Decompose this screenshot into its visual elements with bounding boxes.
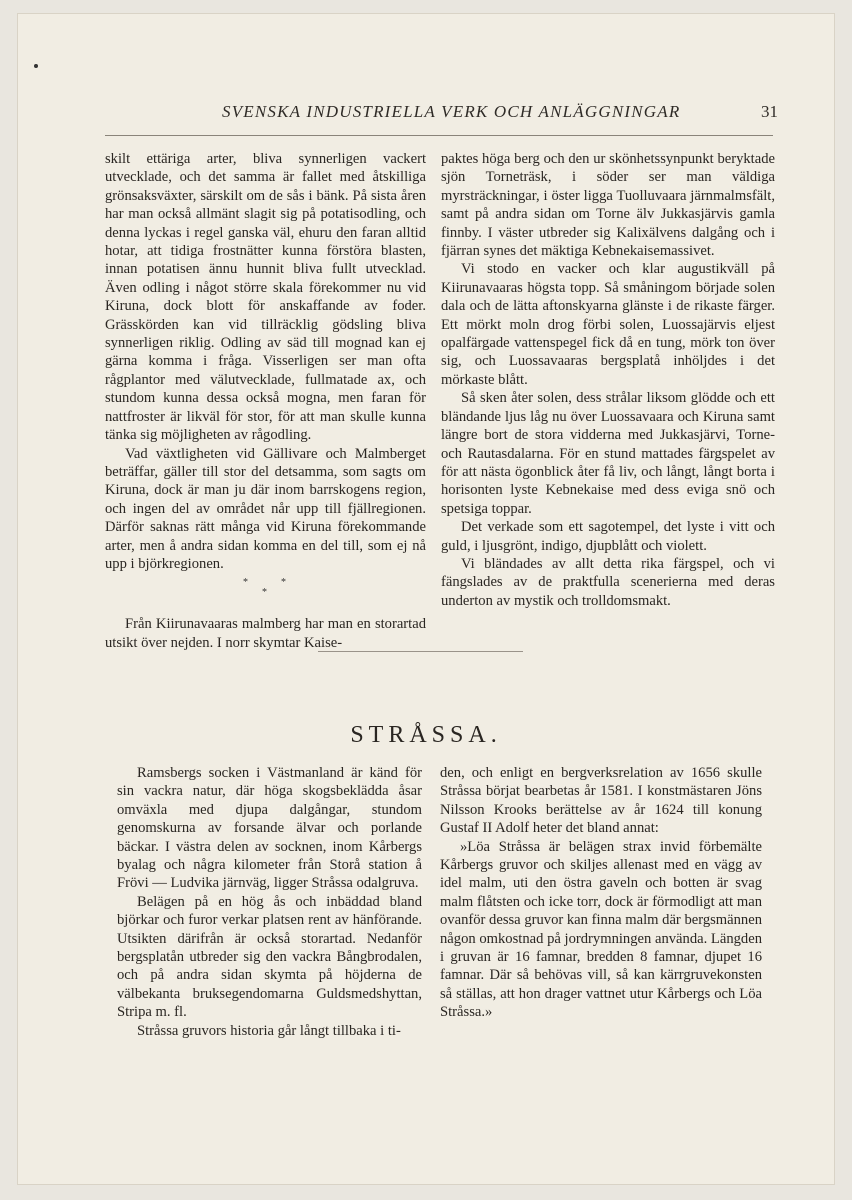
ink-dot <box>34 64 38 68</box>
column-right-top <box>441 150 775 610</box>
header-title: SVENSKA INDUSTRIELLA VERK OCH ANLÄGGNINGAR <box>222 102 681 121</box>
column-left-bottom <box>117 764 422 1040</box>
paragraph: Från Kiirunavaaras malmberg har man en storartad utsikt över nejden. I norr skymtar Kaise- <box>105 616 426 651</box>
column-right-bottom <box>440 764 762 1022</box>
paragraph: Vi bländades av allt detta rika färgspel, och vi fängslades av de praktfulla scenerierna med deras underton av mystik och trolldomsmakt. <box>441 555 775 609</box>
asterisk: * <box>281 577 286 589</box>
paragraph: Det verkade som ett sagotempel, det lyste i vitt och guld, i ljusgrönt, indigo, djupblått och violett. <box>441 519 775 554</box>
paragraph: Belägen på en hög ås och inbäddad bland björkar och furor verkar platsen rent av hänförande. Utsikten därifrån är också storartad. Nedanför bergsplatån utbreder sig den vackra Bångbrodalen, och på andra sidan skymta på höjderna de välbekanta bruksegendomarna Guldsmedshyttan, Stripa m. fl. <box>117 893 422 1021</box>
asterism <box>105 577 426 601</box>
paragraph: Stråssa gruvors historia går långt tillbaka i ti- <box>137 1022 401 1039</box>
paragraph: Ramsbergs socken i Västmanland är känd för sin vackra natur, där höga skogsbeklädda åsar omväxla med djupa dalgångar, stundom genomskurna av forsande älvar och porlande bäckar. I västra delen av socknen, inom Kårbergs byalag och några kilometer från Storå station å Frövi — Ludvika järnväg, ligger Stråssa odalgruva. <box>117 765 422 892</box>
paragraph: paktes höga berg och den ur skönhetssynpunkt beryktade sjön Torneträsk, i söder ser man väldiga myrsträckningar, i öster ligga Tuolluvaara järnmalmsfält, samt på andra sidan om Torne älv Jukkasjärvis gamla finnby. I väster utbreder sig Kalixälvens dalgång och i fjärran synes det mäktiga Kebnekaisemassivet. <box>441 151 775 260</box>
asterisk: * <box>243 577 248 589</box>
section-divider <box>318 651 523 652</box>
asterisk: * <box>262 587 267 599</box>
paragraph: Så sken åter solen, dess strålar liksom glödde och ett bländande ljus låg nu över Luossavaara och Kiruna samt längre bort de stora vidderna med Jukkasjärvi, Torne- och Rautasdalarna. För en stund mattades färgspelet av för att nästa ögonblick åter få liv, och långt, långt borta i horisonten lyste Kebnekaise med dess eviga snö och spetsiga toppar. <box>441 390 775 517</box>
quotation: »Löa Stråssa är belägen strax invid förbemälte Kårbergs gruvor och skiljes allenast med en vägg av idel malm, uti den östra gaveln och botten är svag malm flåtsten och icke torr, dock är förmodligt att man ovanför dessa gruvor kan finna malm där bergsmännen någon omkostnad på jordrymningen använda. Längden i gruvan är 16 famnar, bredden 8 famnar, djupet 16 famnar. Där så behövas vill, så kan kärrgruvekonsten så ställas, att hon drager vattnet utur Kårbergs och Löa Stråssa.» <box>440 838 762 1021</box>
paragraph: skilt ettäriga arter, bliva synnerligen vackert utvecklade, och det samma är fallet med åtskilliga grönsaksväxter, särskilt om de sås i bänk. På sista åren har man också allmänt slagit sig på potatisodling, och denna lyckas i regel ganska väl, ehuru den faran alltid hotar, att tidiga frostnätter kunna förstöra blasten, innan potatisen ännu hunnit bliva fullt utvecklad. Även odling i något större skala förekommer nu vid Kiruna, dock blott för anskaffande av foder. Grässkörden kan vid tillräcklig gödsling bliva synnerligen riklig. Odling av säd till mognad kan ej gärna komma i fråga. Visserligen ser man ofta rågplantor med välutvecklade, fullmatade ax, och stundom kunna dessa också mogna, men faran för nattfroster är likväl för stor, för att man skulle kunna tänka sig möjligheten av rågodling. <box>105 151 426 444</box>
column-left-top <box>105 150 426 652</box>
paragraph: Vi stodo en vacker och klar augustikväll på Kiirunavaaras högsta topp. Så småningom började solen dala och de lätta aftonskyarna glänste i de rikaste färger. Ett mörkt moln drog förbi solen, Luossajärvis eljest opalfärgade vattenspegel fick då en tung, mörk ton över sig, och Luossavaaras bergsplatå inhöljdes i det mörkaste blått. <box>441 261 775 388</box>
paragraph: Vad växtligheten vid Gällivare och Malmberget beträffar, gäller till stor del detsamma, som sagts om Kiruna, dock är man ju där inom barrskogens region, och ingen del av området når upp till fjällregionen. Därför saknas rätt många vid Kiruna förekommande arter, men å andra sidan komma en del till, som ej nå upp i björkregionen. <box>105 445 426 572</box>
header-rule <box>105 135 773 136</box>
section-title: STRÅSSA. <box>350 722 502 748</box>
running-header <box>198 102 778 126</box>
page-number: 31 <box>761 102 778 121</box>
paragraph: den, och enligt en bergverksrelation av 1656 skulle Stråssa börjat bearbetas år 1581. I konstmästaren Jöns Nilsson Krooks berättelse av år 1624 till konung Gustaf II Adolf heter det bland annat: <box>440 765 762 837</box>
